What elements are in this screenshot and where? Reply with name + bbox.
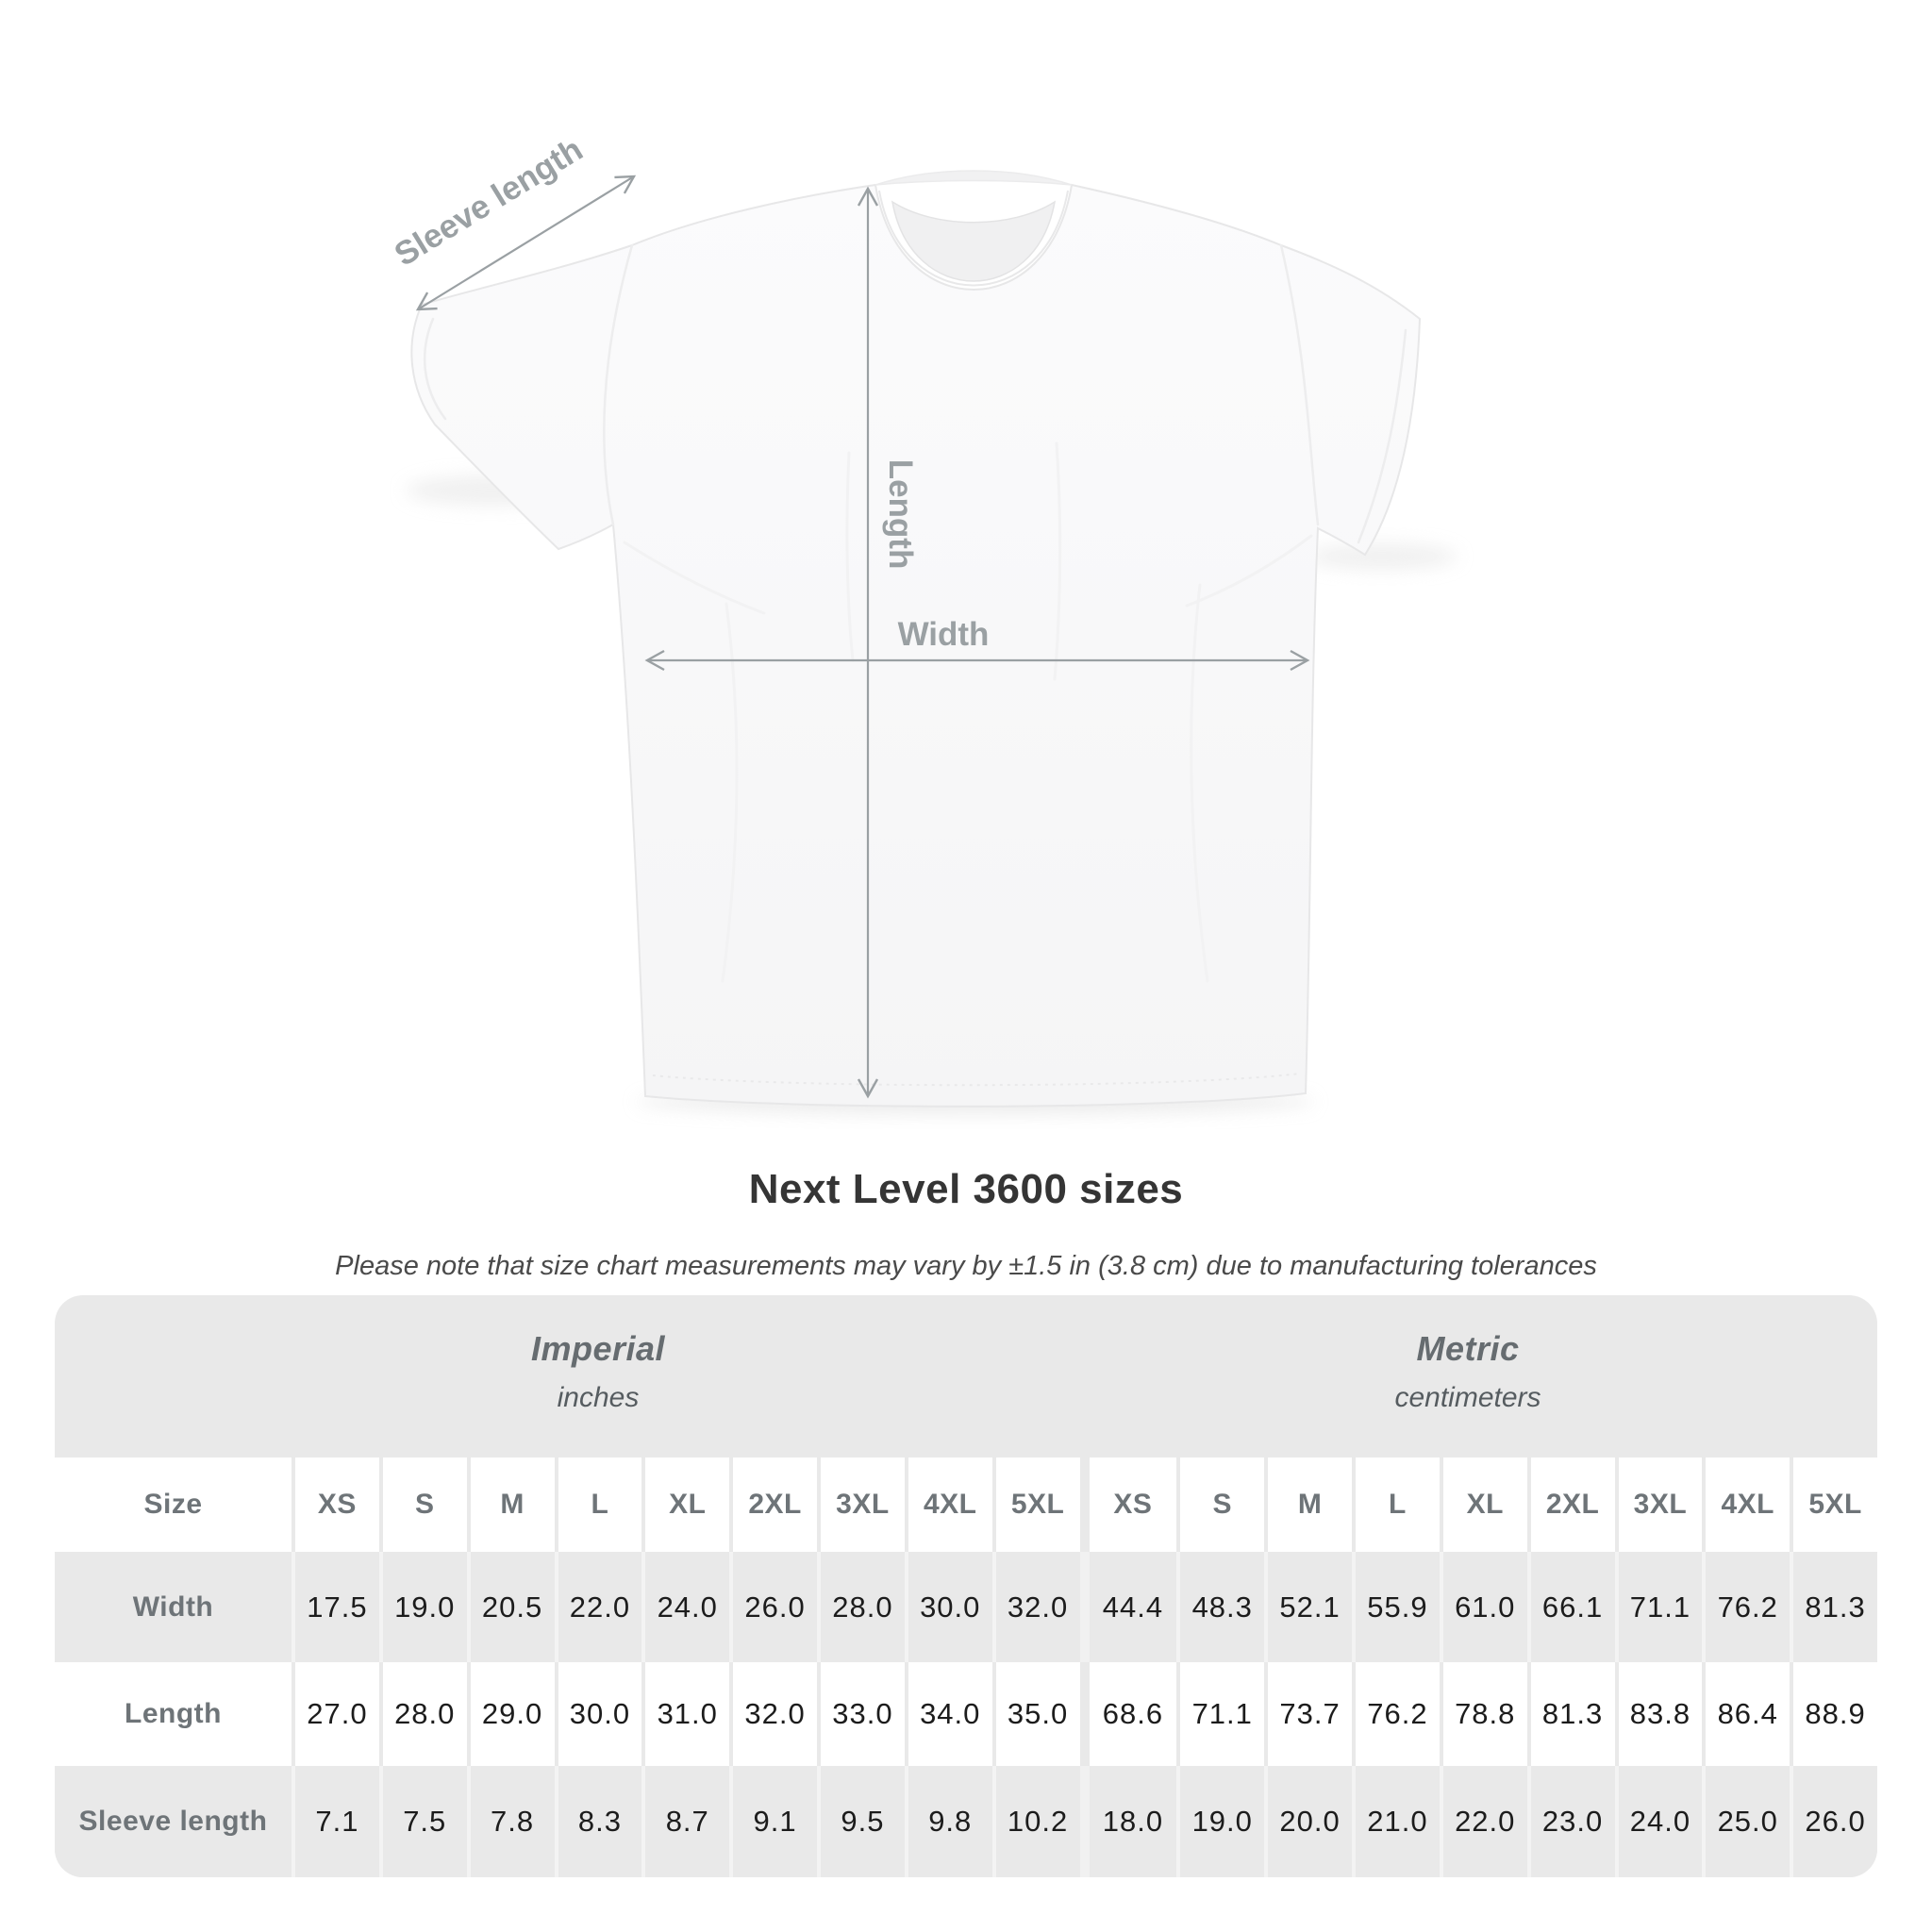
metric-value: 66.1: [1527, 1552, 1615, 1662]
back-collar: [875, 171, 1072, 185]
metric-value: 61.0: [1440, 1552, 1527, 1662]
imperial-value: 26.0: [729, 1552, 817, 1662]
imperial-value: 30.0: [905, 1552, 992, 1662]
row-label: Sleeve length: [55, 1766, 291, 1877]
metric-value: 20.0: [1264, 1766, 1352, 1877]
metric-size-header: 3XL: [1615, 1457, 1703, 1552]
metric-value: 81.3: [1790, 1552, 1877, 1662]
size-chart-table: [55, 1295, 1877, 1877]
metric-value: 68.6: [1090, 1662, 1177, 1766]
metric-value: 52.1: [1264, 1552, 1352, 1662]
width-label: Width: [897, 616, 990, 653]
imperial-size-header: M: [467, 1457, 555, 1552]
imperial-value: 10.2: [992, 1766, 1080, 1877]
metric-value: 25.0: [1702, 1766, 1790, 1877]
metric-value: 81.3: [1527, 1662, 1615, 1766]
unit-header-band: [55, 1295, 1877, 1457]
metric-size-header: 4XL: [1702, 1457, 1790, 1552]
metric-value: 86.4: [1702, 1662, 1790, 1766]
length-label: Length: [881, 458, 919, 570]
imperial-value: 9.1: [729, 1766, 817, 1877]
size-corner-header: Size: [55, 1457, 291, 1552]
imperial-size-header: 3XL: [817, 1457, 905, 1552]
imperial-size-header: 5XL: [992, 1457, 1080, 1552]
metric-value: 26.0: [1790, 1766, 1877, 1877]
imperial-value: 8.7: [641, 1766, 729, 1877]
imperial-value: 35.0: [992, 1662, 1080, 1766]
metric-value: 71.1: [1615, 1552, 1703, 1662]
metric-value: 55.9: [1352, 1552, 1440, 1662]
imperial-value: 31.0: [641, 1662, 729, 1766]
metric-value: 22.0: [1440, 1766, 1527, 1877]
imperial-value: 32.0: [729, 1662, 817, 1766]
metric-value: 44.4: [1090, 1552, 1177, 1662]
imperial-value: 33.0: [817, 1662, 905, 1766]
imperial-size-header: 2XL: [729, 1457, 817, 1552]
imperial-value: 19.0: [379, 1552, 467, 1662]
metric-value: 78.8: [1440, 1662, 1527, 1766]
imperial-value: 34.0: [905, 1662, 992, 1766]
imperial-value: 9.8: [905, 1766, 992, 1877]
imperial-value: 22.0: [555, 1552, 642, 1662]
row-label: Length: [55, 1662, 291, 1766]
row-label: Width: [55, 1552, 291, 1662]
imperial-value: 27.0: [291, 1662, 379, 1766]
imperial-value: 28.0: [817, 1552, 905, 1662]
right-sleeve-shadow: [1307, 543, 1457, 570]
metric-size-header: 5XL: [1790, 1457, 1877, 1552]
page-title: Next Level 3600 sizes: [748, 1166, 1184, 1212]
metric-value: 76.2: [1702, 1552, 1790, 1662]
imperial-value: 24.0: [641, 1552, 729, 1662]
section-divider: [1080, 1457, 1090, 1552]
metric-label: Metric: [1416, 1329, 1520, 1368]
metric-value: 24.0: [1615, 1766, 1703, 1877]
imperial-value: 7.1: [291, 1766, 379, 1877]
tolerance-note: Please note that size chart measurements may vary by ±1.5 in (3.8 cm) due to manufacturing tolerances: [335, 1251, 1597, 1281]
metric-size-header: XS: [1090, 1457, 1177, 1552]
metric-value: 21.0: [1352, 1766, 1440, 1877]
imperial-value: 17.5: [291, 1552, 379, 1662]
metric-value: 48.3: [1176, 1552, 1264, 1662]
imperial-value: 30.0: [555, 1662, 642, 1766]
imperial-value: 29.0: [467, 1662, 555, 1766]
metric-value: 23.0: [1527, 1766, 1615, 1877]
imperial-label: Imperial: [530, 1329, 666, 1368]
imperial-size-header: L: [555, 1457, 642, 1552]
metric-value: 73.7: [1264, 1662, 1352, 1766]
imperial-section-header: [55, 1295, 1141, 1457]
imperial-size-header: XS: [291, 1457, 379, 1552]
metric-value: 71.1: [1176, 1662, 1264, 1766]
metric-size-header: L: [1352, 1457, 1440, 1552]
imperial-value: 7.8: [467, 1766, 555, 1877]
metric-value: 18.0: [1090, 1766, 1177, 1877]
metric-size-header: S: [1176, 1457, 1264, 1552]
metric-value: 88.9: [1790, 1662, 1877, 1766]
metric-size-header: XL: [1440, 1457, 1527, 1552]
metric-value: 19.0: [1176, 1766, 1264, 1877]
imperial-size-header: S: [379, 1457, 467, 1552]
imperial-value: 32.0: [992, 1552, 1080, 1662]
section-divider: [1080, 1766, 1090, 1877]
metric-value: 76.2: [1352, 1662, 1440, 1766]
imperial-value: 20.5: [467, 1552, 555, 1662]
metric-section-header: [1058, 1295, 1877, 1457]
metric-value: 83.8: [1615, 1662, 1703, 1766]
metric-unit: centimeters: [1394, 1382, 1541, 1413]
metric-size-header: 2XL: [1527, 1457, 1615, 1552]
metric-size-header: M: [1264, 1457, 1352, 1552]
imperial-value: 28.0: [379, 1662, 467, 1766]
imperial-value: 7.5: [379, 1766, 467, 1877]
imperial-unit: inches: [557, 1382, 640, 1413]
imperial-value: 9.5: [817, 1766, 905, 1877]
imperial-size-header: XL: [641, 1457, 729, 1552]
section-divider: [1080, 1552, 1090, 1662]
section-divider: [1080, 1662, 1090, 1766]
imperial-size-header: 4XL: [905, 1457, 992, 1552]
size-chart-grid: [55, 1457, 1877, 1877]
sleeve-length-label: Sleeve length: [388, 130, 590, 274]
imperial-value: 8.3: [555, 1766, 642, 1877]
